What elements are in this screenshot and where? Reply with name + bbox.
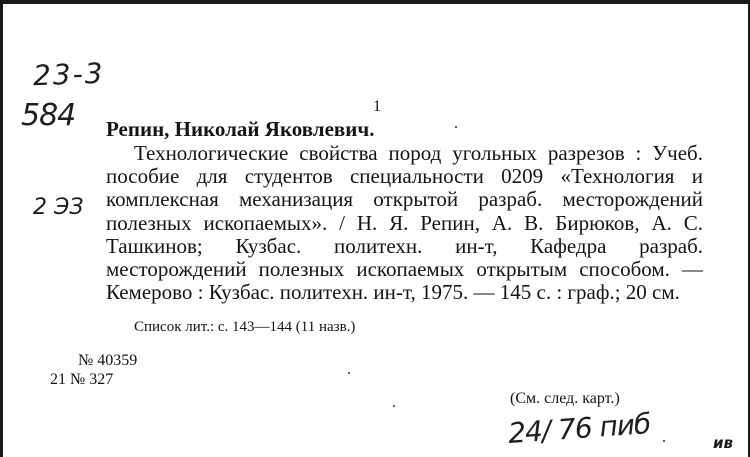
copy-number: 1: [373, 98, 381, 115]
author-heading: Репин, Николай Яковлевич.: [106, 117, 375, 141]
card-top-border: [3, 0, 748, 4]
shelf-mark: 584: [21, 98, 76, 133]
see-next-card: (См. след. карт.): [510, 390, 620, 407]
speck: [663, 440, 665, 442]
inventory-number-1: № 40359: [78, 352, 138, 369]
speck: [455, 126, 457, 128]
speck: [348, 372, 350, 374]
handwritten-top-note: 23-3: [32, 56, 106, 93]
description-text: Технологические свойства пород угольных разрезов : Учеб. пособие для студентов специальности 0209 «Технология и комплексная механизация открытой разраб. месторождений полезных ископаемых». / Н. Я. Репин, А. В. Бирюков, А. С. Ташкинов; Кузбас. политехн. ин-т, Кафедра разраб. месторождений полезных ископаемых открытым способом. — Кемерово : Кузбас. политехн. ин-т, 1975. — 145 с. : граф.; 20 см.: [106, 141, 703, 305]
inventory-number-2: 21 № 327: [50, 371, 114, 388]
corner-mark: ив: [713, 434, 734, 452]
handwritten-bottom-note: 24/ 76 пиб: [507, 407, 652, 450]
bibliographic-description: [106, 142, 703, 304]
literature-note: Список лит.: с. 143—144 (11 назв.): [134, 319, 356, 335]
handwritten-left-note: 2 ЭЗ: [33, 195, 84, 220]
speck: [393, 405, 395, 407]
